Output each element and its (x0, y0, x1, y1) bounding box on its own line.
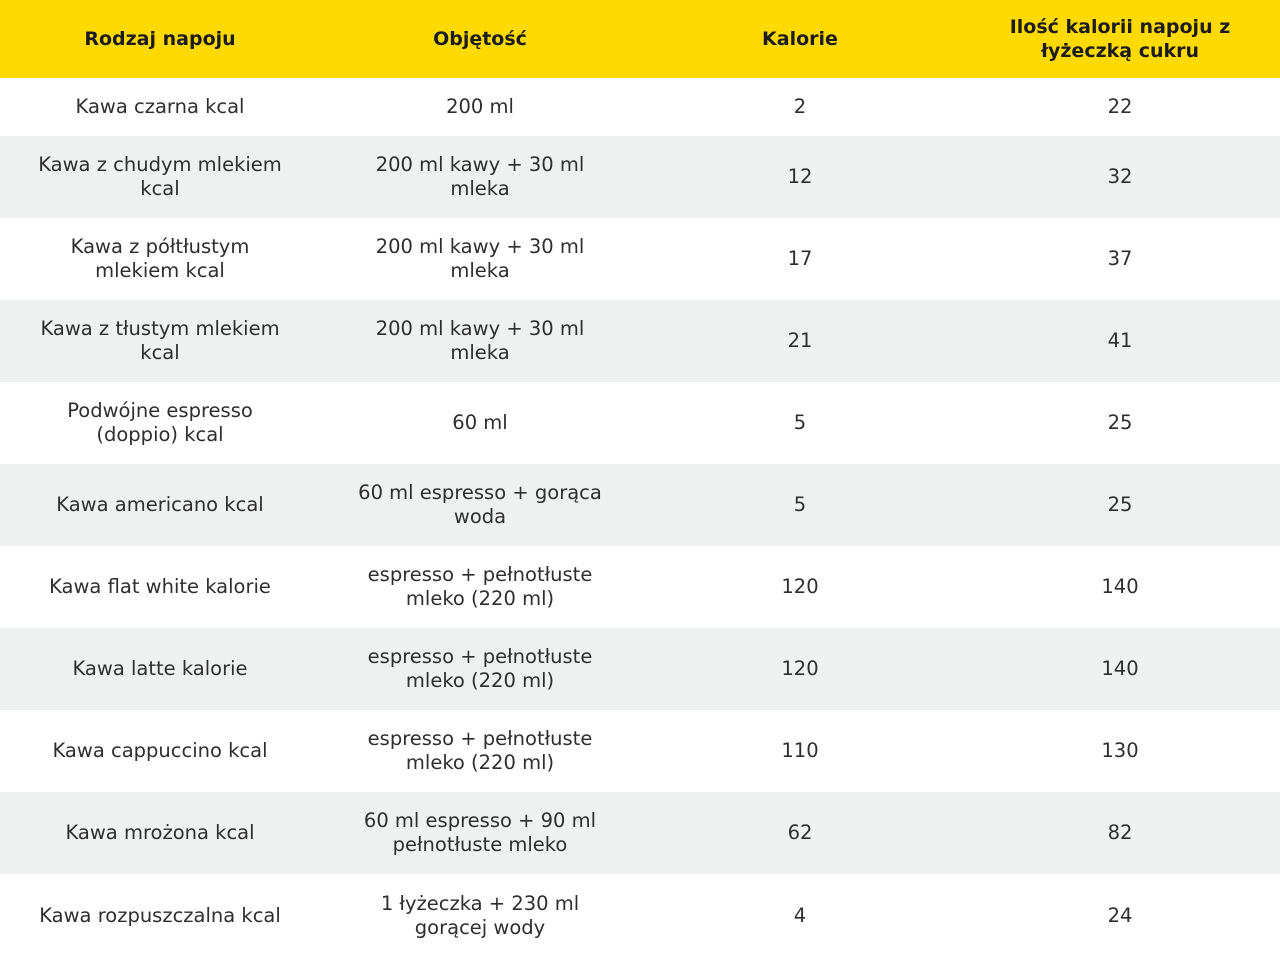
cell-calories-with-sugar: 140 (1101, 575, 1139, 598)
cell-calories: 120 (781, 657, 819, 680)
cell-calories: 2 (793, 95, 807, 118)
header-calories: Kalorie (762, 28, 838, 50)
cell-calories-with-sugar: 25 (1107, 411, 1133, 434)
table-row (0, 874, 1280, 958)
cell-volume: 200 ml kawy + 30 ml mleka (375, 317, 585, 364)
cell-drink-type: Kawa mrożona kcal (65, 821, 255, 844)
table-row (0, 300, 1280, 382)
header-row (0, 0, 1280, 78)
cell-drink-type: Kawa czarna kcal (75, 95, 245, 118)
cell-volume: 60 ml espresso + gorąca woda (358, 481, 602, 528)
cell-volume: 200 ml kawy + 30 ml mleka (375, 235, 585, 282)
header-volume: Objętość (433, 28, 527, 50)
cell-drink-type: Kawa z półtłustym mlekiem kcal (70, 235, 250, 282)
cell-drink-type: Podwójne espresso (doppio) kcal (67, 399, 253, 446)
cell-volume: 60 ml (452, 411, 508, 434)
table-row (0, 792, 1280, 874)
cell-calories: 12 (787, 165, 813, 188)
table-row (0, 546, 1280, 628)
cell-drink-type: Kawa cappuccino kcal (52, 739, 268, 762)
cell-calories: 17 (787, 247, 813, 270)
table-row (0, 628, 1280, 710)
cell-volume: 1 łyżeczka + 230 ml gorącej wody (380, 892, 580, 939)
cell-calories-with-sugar: 130 (1101, 739, 1139, 762)
table-row (0, 218, 1280, 300)
table-row (0, 136, 1280, 218)
cell-calories-with-sugar: 41 (1107, 329, 1133, 352)
cell-calories: 5 (793, 411, 807, 434)
cell-calories-with-sugar: 82 (1107, 821, 1133, 844)
header-drink-type: Rodzaj napoju (84, 28, 236, 50)
cell-calories-with-sugar: 24 (1107, 904, 1133, 927)
table-row (0, 464, 1280, 546)
table-row (0, 78, 1280, 136)
cell-volume: 200 ml (446, 95, 514, 118)
cell-calories: 4 (793, 904, 807, 927)
cell-calories: 21 (787, 329, 813, 352)
cell-volume: espresso + pełnotłuste mleko (220 ml) (367, 727, 593, 774)
cell-calories-with-sugar: 32 (1107, 165, 1133, 188)
cell-drink-type: Kawa z chudym mlekiem kcal (38, 153, 282, 200)
cell-volume: espresso + pełnotłuste mleko (220 ml) (367, 563, 593, 610)
cell-calories-with-sugar: 140 (1101, 657, 1139, 680)
cell-drink-type: Kawa flat white kalorie (49, 575, 271, 598)
cell-calories: 120 (781, 575, 819, 598)
table-row (0, 382, 1280, 464)
cell-drink-type: Kawa latte kalorie (72, 657, 248, 680)
cell-drink-type: Kawa americano kcal (56, 493, 264, 516)
cell-volume: 60 ml espresso + 90 ml pełnotłuste mleko (363, 809, 597, 856)
cell-calories: 110 (781, 739, 819, 762)
table-body (0, 78, 1280, 958)
cell-calories-with-sugar: 37 (1107, 247, 1133, 270)
cell-calories-with-sugar: 22 (1107, 95, 1133, 118)
cell-calories-with-sugar: 25 (1107, 493, 1133, 516)
cell-calories: 5 (793, 493, 807, 516)
cell-calories: 62 (787, 821, 813, 844)
cell-drink-type: Kawa z tłustym mlekiem kcal (40, 317, 280, 364)
cell-volume: espresso + pełnotłuste mleko (220 ml) (367, 645, 593, 692)
table-row (0, 710, 1280, 792)
cell-volume: 200 ml kawy + 30 ml mleka (375, 153, 585, 200)
table-header (0, 0, 1280, 78)
header-calories-with-sugar: Ilość kalorii napoju z łyżeczką cukru (1009, 16, 1231, 62)
cell-drink-type: Kawa rozpuszczalna kcal (39, 904, 281, 927)
